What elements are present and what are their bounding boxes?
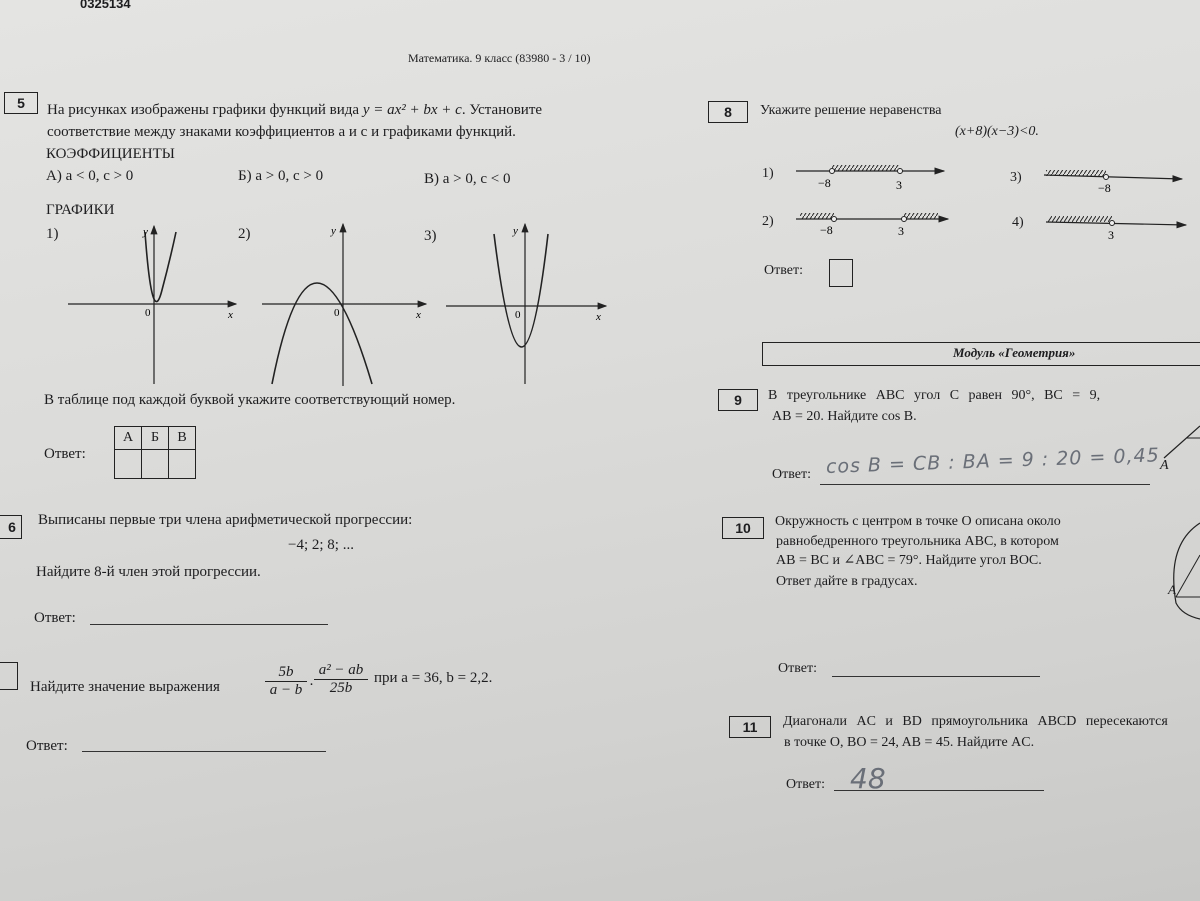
task11-line1: Диагонали AC и BD прямоугольника ABCD пересекаются <box>783 714 1168 729</box>
task5-text-line2: соответствие между знаками коэффициентов a и c и графиками функций. <box>47 124 516 140</box>
graph3-x-label: x <box>596 311 601 323</box>
task6-sequence: −4; 2; 8; ... <box>288 537 354 553</box>
graph1-y-label: y <box>143 226 148 238</box>
nl4-tick-3: 3 <box>1108 228 1114 242</box>
task10-line3: AB = BC и ∠ABC = 79°. Найдите угол BOC. <box>776 553 1042 568</box>
fraction1-denominator: a − b <box>269 682 303 698</box>
task5-text-post: . Установите <box>461 102 543 118</box>
module-title: Модуль «Геометрия» <box>953 345 1076 360</box>
task8-answer-label: Ответ: <box>764 263 803 278</box>
task8-option-label-1: 1) <box>762 166 774 181</box>
graph2-x-label: x <box>416 309 421 321</box>
task9-triangle-fragment <box>1150 420 1200 470</box>
page-title: Математика. 9 класс (83980 - 3 / 10) <box>408 51 591 65</box>
graph3-y-label: y <box>513 225 518 237</box>
task9-answer-label: Ответ: <box>772 467 811 482</box>
number-line-2[interactable] <box>796 213 948 238</box>
task7-dot: · <box>309 677 314 693</box>
coef-heading: КОЭФФИЦИЕНТЫ <box>46 146 175 162</box>
graph3-origin: 0 <box>515 309 521 321</box>
graph1-origin: 0 <box>145 307 151 319</box>
graph1-x-label: x <box>228 309 233 321</box>
task11-handwritten-answer: 48 <box>850 762 886 795</box>
nl3-tick-neg8: −8 <box>1098 181 1111 195</box>
task7-condition: при a = 36, b = 2,2. <box>374 670 493 686</box>
task8-option-label-3: 3) <box>1010 170 1022 185</box>
fraction2-denominator: 25b <box>329 680 353 696</box>
task9-number: 9 <box>734 392 742 408</box>
number-line-4[interactable] <box>1046 216 1186 242</box>
task10-number: 10 <box>735 520 751 536</box>
answer-header-b: Б <box>142 427 169 450</box>
graphs-heading: ГРАФИКИ <box>46 202 115 218</box>
task5-formula: y = ax² + bx + c <box>362 102 462 118</box>
nl1-tick-neg8: −8 <box>818 176 831 190</box>
task9-line2: AB = 20. Найдите cos B. <box>772 409 917 424</box>
task5-instruction: В таблице под каждой буквой укажите соответствующий номер. <box>44 392 456 408</box>
task9-line1: В треугольнике ABC угол C равен 90°, BC = 9, <box>768 388 1101 403</box>
answer-header-v: В <box>169 427 196 450</box>
task10-answer-line[interactable] <box>832 676 1040 677</box>
nl1-tick-3: 3 <box>896 178 902 192</box>
task5-text-pre: На рисунках изображены графики функций вида <box>47 102 363 118</box>
task11-number-box <box>729 716 771 738</box>
task8-number: 8 <box>724 104 732 120</box>
task7-answer-label: Ответ: <box>26 738 68 754</box>
graph2-origin: 0 <box>334 307 340 319</box>
coef-option-b: Б) a > 0, c > 0 <box>238 168 324 184</box>
nl2-tick-neg8: −8 <box>820 223 833 237</box>
graph-label-3: 3) <box>424 228 437 244</box>
task11-number: 11 <box>742 719 758 735</box>
answer-header-a: А <box>115 427 142 450</box>
fraction2-numerator: a² − ab <box>314 662 368 680</box>
task10-circle-fragment <box>1160 515 1200 625</box>
task10-margin-label: A <box>1168 582 1176 597</box>
task5-number: 5 <box>17 95 25 111</box>
task8-answer-box[interactable] <box>829 259 853 287</box>
task8-option-label-2: 2) <box>762 214 774 229</box>
task6-number: 6 <box>8 519 16 535</box>
task9-margin-label: A <box>1160 458 1169 473</box>
task10-number-box <box>722 517 764 539</box>
task10-answer-label: Ответ: <box>778 661 817 676</box>
coef-option-v: В) a > 0, c < 0 <box>424 171 511 187</box>
task6-question: Найдите 8-й член этой прогрессии. <box>36 564 261 580</box>
task9-handwritten-answer: cos B = CB : BA = 9 : 20 = 0,45 <box>825 444 1161 478</box>
task11-line2: в точке O, BO = 24, AB = 45. Найдите AC. <box>784 735 1035 750</box>
task11-answer-label: Ответ: <box>786 777 825 792</box>
task9-answer-line[interactable] <box>820 484 1150 485</box>
graph-label-2: 2) <box>238 226 251 242</box>
task8-text: Укажите решение неравенства <box>760 103 942 118</box>
task5-answer-label: Ответ: <box>44 446 86 462</box>
task10-line4: Ответ дайте в градусах. <box>776 574 918 589</box>
graph2-y-label: y <box>331 225 336 237</box>
task10-line1: Окружность с центром в точке O описана около <box>775 514 1061 529</box>
fraction1-numerator: 5b <box>265 664 307 682</box>
task10-line2: равнобедренного треугольника ABC, в котором <box>776 534 1059 549</box>
nl2-tick-3: 3 <box>898 224 904 238</box>
task9-number-box <box>718 389 758 411</box>
task6-answer-label: Ответ: <box>34 610 76 626</box>
number-line-3[interactable] <box>1044 170 1182 195</box>
task8-inequality: (x+8)(x−3)<0. <box>955 124 1039 139</box>
graph-label-1: 1) <box>46 226 59 242</box>
page-code: 0325134 <box>80 0 131 11</box>
coef-option-a: А) a < 0, c > 0 <box>46 168 134 184</box>
task7-text: Найдите значение выражения <box>30 679 220 695</box>
task6-text: Выписаны первые три члена арифметической прогрессии: <box>38 512 413 528</box>
number-line-1[interactable] <box>796 165 944 192</box>
module-header-box <box>762 342 1200 366</box>
task8-option-label-4: 4) <box>1012 215 1024 230</box>
